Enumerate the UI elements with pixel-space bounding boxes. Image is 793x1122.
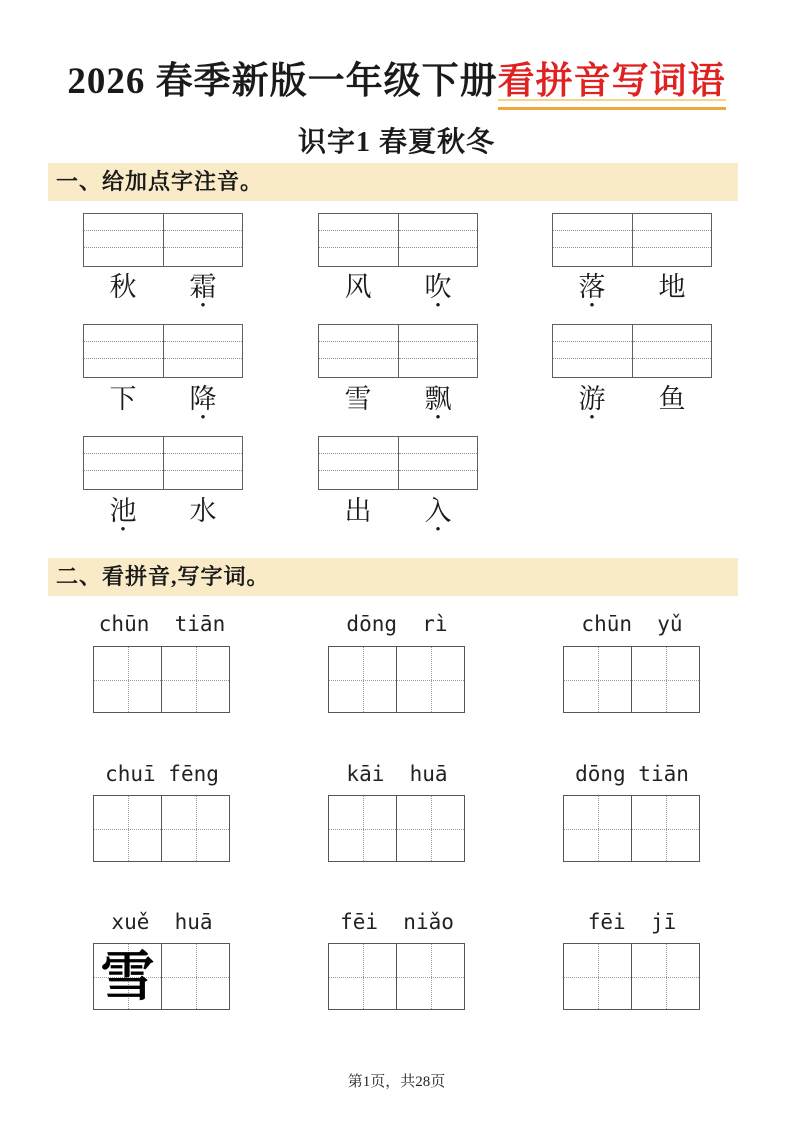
emphasis-dot: • [589, 410, 595, 426]
character-glyph: 地 [658, 272, 686, 302]
pinyin-ruled-cell[interactable] [319, 325, 398, 377]
emphasis-dot [345, 414, 372, 424]
pinyin-ruled-cell[interactable] [398, 437, 478, 489]
emphasis-dot [345, 302, 372, 312]
character [110, 272, 137, 312]
word-pair [83, 384, 243, 424]
writing-grid[interactable] [93, 943, 230, 1010]
pinyin-ruled-box[interactable] [552, 213, 712, 267]
emphasis-dot: • [435, 410, 441, 426]
writing-cell[interactable] [161, 944, 229, 1009]
pinyin-label: fēi niǎo [340, 910, 454, 934]
writing-grid[interactable] [93, 646, 230, 713]
pinyin-label: chuī fēng [105, 762, 219, 786]
writing-grid[interactable] [328, 646, 465, 713]
character [110, 384, 137, 424]
pinyin-label: kāi huā [346, 762, 448, 786]
pinyin-ruled-cell[interactable] [163, 214, 243, 266]
character [110, 496, 137, 536]
emphasis-dot [345, 526, 372, 536]
word-pair [318, 384, 478, 424]
word-pair [552, 272, 712, 312]
emphasis-dot: • [435, 522, 441, 538]
writing-cell[interactable] [161, 796, 229, 861]
character [425, 496, 452, 536]
section-1-heading: 一、给加点字注音。 [48, 163, 738, 201]
pinyin-ruled-cell[interactable] [553, 214, 632, 266]
character-glyph: 游 [578, 384, 606, 414]
character [345, 384, 372, 424]
character-glyph: 入 [424, 496, 452, 526]
character [425, 384, 452, 424]
pinyin-label: chūn tiān [98, 612, 226, 636]
word-pair [318, 272, 478, 312]
writing-cell[interactable] [396, 796, 464, 861]
character-glyph: 风 [344, 272, 372, 302]
character-glyph: 降 [189, 384, 217, 414]
pinyin-ruled-cell[interactable] [84, 437, 163, 489]
character [190, 384, 217, 424]
pinyin-ruled-box[interactable] [83, 436, 243, 490]
pinyin-label: chūn yǔ [581, 612, 683, 636]
character-glyph: 雪 [344, 384, 372, 414]
pinyin-label: dōng tiān [575, 762, 689, 786]
character-glyph: 出 [344, 496, 372, 526]
writing-cell[interactable] [396, 944, 464, 1009]
character-glyph: 秋 [109, 272, 137, 302]
emphasis-dot: • [200, 410, 206, 426]
pinyin-ruled-box[interactable] [83, 324, 243, 378]
character [659, 384, 686, 424]
writing-cell[interactable] [564, 944, 631, 1009]
pinyin-ruled-cell[interactable] [553, 325, 632, 377]
pinyin-ruled-cell[interactable] [84, 214, 163, 266]
writing-cell[interactable] [94, 647, 161, 712]
character [579, 272, 606, 312]
character [190, 272, 217, 312]
writing-cell[interactable] [564, 796, 631, 861]
word-pair [83, 496, 243, 536]
pinyin-ruled-cell[interactable] [319, 214, 398, 266]
writing-grid[interactable] [328, 943, 465, 1010]
pinyin-label: fēi jī [587, 910, 677, 934]
section-2-heading: 二、看拼音,写字词。 [48, 558, 738, 596]
writing-cell[interactable] [329, 647, 396, 712]
word-pair [83, 272, 243, 312]
emphasis-dot [190, 526, 217, 536]
page-title-black: 2026 春季新版一年级下册 [67, 61, 498, 102]
emphasis-dot: • [120, 522, 126, 538]
answer-character: 雪 [100, 946, 155, 1007]
writing-cell[interactable] [94, 944, 161, 1009]
pinyin-ruled-box[interactable] [318, 436, 478, 490]
pinyin-label: dōng rì [346, 612, 448, 636]
writing-cell[interactable] [329, 944, 396, 1009]
emphasis-dot [659, 302, 686, 312]
page-title-red-highlight: 看拼音写词语 [498, 50, 726, 106]
pinyin-ruled-cell[interactable] [632, 325, 712, 377]
writing-cell[interactable] [329, 796, 396, 861]
writing-cell[interactable] [94, 796, 161, 861]
writing-cell[interactable] [631, 647, 699, 712]
pinyin-ruled-box[interactable] [552, 324, 712, 378]
writing-grid[interactable] [563, 943, 700, 1010]
pinyin-ruled-cell[interactable] [163, 325, 243, 377]
character-glyph: 水 [189, 496, 217, 526]
writing-grid[interactable] [93, 795, 230, 862]
character-glyph: 下 [109, 384, 137, 414]
character-glyph: 霜 [189, 272, 217, 302]
emphasis-dot: • [200, 298, 206, 314]
word-pair [552, 384, 712, 424]
writing-cell[interactable] [564, 647, 631, 712]
character [345, 496, 372, 536]
lesson-subtitle: 识字1 春夏秋冬 [297, 127, 495, 158]
pinyin-ruled-cell[interactable] [398, 325, 478, 377]
emphasis-dot: • [435, 298, 441, 314]
emphasis-dot [110, 302, 137, 312]
pinyin-ruled-box[interactable] [83, 213, 243, 267]
writing-grid[interactable] [563, 795, 700, 862]
character-glyph: 池 [109, 496, 137, 526]
character-glyph: 鱼 [658, 384, 686, 414]
pinyin-label: xuě huā [111, 910, 213, 934]
pinyin-ruled-cell[interactable] [163, 437, 243, 489]
word-pair [318, 496, 478, 536]
character [659, 272, 686, 312]
pinyin-ruled-cell[interactable] [398, 214, 478, 266]
emphasis-dot [659, 414, 686, 424]
character [190, 496, 217, 536]
character-glyph: 飘 [424, 384, 452, 414]
pinyin-ruled-cell[interactable] [84, 325, 163, 377]
character-glyph: 落 [578, 272, 606, 302]
writing-grid[interactable] [328, 795, 465, 862]
character [425, 272, 452, 312]
pinyin-ruled-box[interactable] [318, 324, 478, 378]
pinyin-ruled-cell[interactable] [632, 214, 712, 266]
emphasis-dot [110, 414, 137, 424]
writing-grid[interactable] [563, 646, 700, 713]
page-title [0, 50, 793, 106]
pinyin-ruled-cell[interactable] [319, 437, 398, 489]
character [579, 384, 606, 424]
writing-cell[interactable] [396, 647, 464, 712]
character-glyph: 吹 [424, 272, 452, 302]
writing-cell[interactable] [161, 647, 229, 712]
writing-cell[interactable] [631, 796, 699, 861]
writing-cell[interactable] [631, 944, 699, 1009]
character [345, 272, 372, 312]
pinyin-ruled-box[interactable] [318, 213, 478, 267]
page-footer: 第1页，共28页 [347, 1074, 446, 1090]
emphasis-dot: • [589, 298, 595, 314]
